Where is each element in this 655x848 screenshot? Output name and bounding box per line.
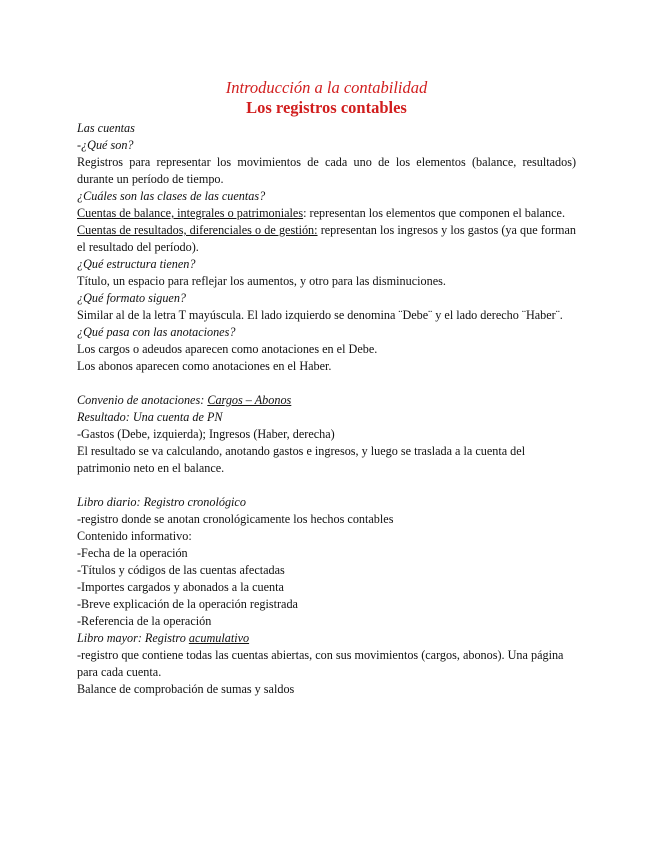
document-title: Introducción a la contabilidad <box>225 78 428 97</box>
answer-cuentas-resultados <box>77 222 576 256</box>
convenio-link[interactable]: Cargos – Abonos <box>207 393 292 407</box>
question-clases: ¿Cuáles son las clases de las cuentas? <box>77 189 266 203</box>
libro-mayor-line-2: Balance de comprobación de sumas y saldos <box>77 682 295 696</box>
term-cuentas-balance: Cuentas de balance, integrales o patrimoniales <box>77 206 304 220</box>
section-heading-cuentas: Las cuentas <box>77 121 135 135</box>
question-anotaciones: ¿Qué pasa con las anotaciones? <box>77 325 236 339</box>
answer-formato: Similar al de la letra T mayúscula. El lado izquierdo se denomina ¨Debe¨ y el lado derecho ¨Haber¨. <box>77 308 563 322</box>
term-cuentas-resultados: Cuentas de resultados, diferenciales o de gestión: <box>77 223 318 237</box>
document-subtitle: Los registros contables <box>246 98 407 117</box>
section-heading-libro-mayor <box>77 630 576 647</box>
answer-abonos: Los abonos aparecen como anotaciones en el Haber. <box>77 359 332 373</box>
section-heading-convenio <box>77 392 576 409</box>
answer-cargos: Los cargos o adeudos aparecen como anotaciones en el Debe. <box>77 342 378 356</box>
question-que-son: -¿Qué son? <box>77 138 134 152</box>
spacer <box>77 477 576 494</box>
list-item: -Títulos y códigos de las cuentas afectadas <box>77 563 285 577</box>
convenio-prefix: Convenio de anotaciones: <box>77 393 208 407</box>
document-page <box>77 78 576 698</box>
convenio-line-2: El resultado se va calculando, anotando gastos e ingresos, y luego se traslada a la cuenta del patrimonio neto en el balance. <box>77 444 526 475</box>
answer-cuentas-balance <box>77 205 576 222</box>
question-estructura: ¿Qué estructura tienen? <box>77 257 196 271</box>
convenio-line-1: -Gastos (Debe, izquierda); Ingresos (Haber, derecha) <box>77 427 335 441</box>
answer-estructura: Título, un espacio para reflejar los aumentos, y otro para las disminuciones. <box>77 274 446 288</box>
list-item: -Importes cargados y abonados a la cuenta <box>77 580 284 594</box>
libro-mayor-line-1: -registro que contiene todas las cuentas abiertas, con sus movimientos (cargos, abonos). Una página para cada cuenta. <box>77 648 564 679</box>
libro-mayor-prefix: Libro mayor: Registro <box>77 631 189 645</box>
subheading-resultado: Resultado: Una cuenta de PN <box>77 410 223 424</box>
libro-diario-line-2: Contenido informativo: <box>77 529 192 543</box>
libro-diario-line-1: -registro donde se anotan cronológicamente los hechos contables <box>77 512 394 526</box>
section-heading-libro-diario: Libro diario: Registro cronológico <box>77 495 246 509</box>
definition-cuentas-resultados: representan los ingresos y los gastos (ya que forman el resultado del período). <box>77 223 576 254</box>
question-formato: ¿Qué formato siguen? <box>77 291 187 305</box>
document-body <box>77 120 576 698</box>
list-item: -Fecha de la operación <box>77 546 188 560</box>
answer-que-son: Registros para representar los movimientos de cada uno de los elementos (balance, resultados) durante un período de tiempo. <box>77 155 576 186</box>
list-item: -Referencia de la operación <box>77 614 212 628</box>
list-item: -Breve explicación de la operación registrada <box>77 597 298 611</box>
libro-mayor-link[interactable]: acumulativo <box>188 631 250 645</box>
definition-cuentas-balance: : representan los elementos que componen el balance. <box>303 206 566 220</box>
spacer <box>77 375 576 392</box>
